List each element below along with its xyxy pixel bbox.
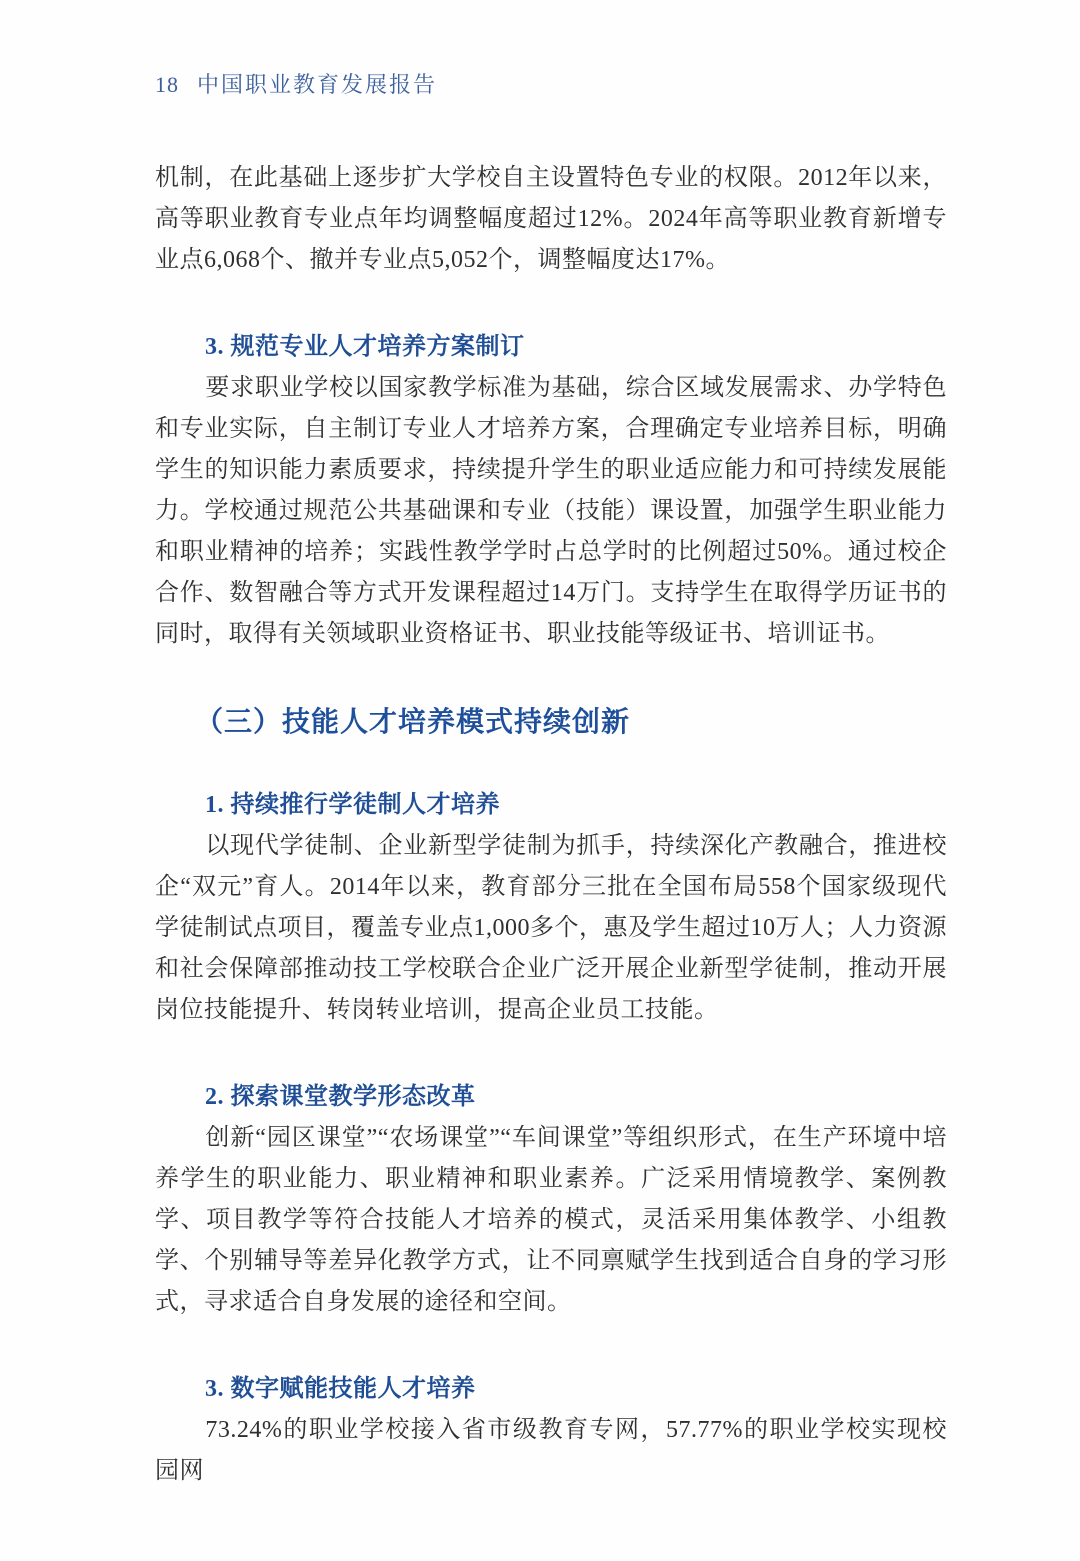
paragraph-apprenticeship: 以现代学徒制、企业新型学徒制为抓手，持续深化产教融合，推进校企“双元”育人。2014年以来，教育部分三批在全国布局558个国家级现代学徒制试点项目，覆盖专业点1,000多个，惠及学生超过10万人；人力资源和社会保障部推动技工学校联合企业广泛开展企业新型学徒制，推动开展岗位技能提升、转岗转业培训，提高企业员工技能。	[155, 833, 947, 1023]
subheading-apprenticeship: 1. 持续推行学徒制人才培养	[205, 792, 500, 818]
paragraph-classroom-reform: 创新“园区课堂”“农场课堂”“车间课堂”等组织形式，在生产环境中培养学生的职业能力、职业精神和职业素养。广泛采用情境教学、案例教学、项目教学等符合技能人才培养的模式，灵活采用集体教学、小组教学、个别辅导等差异化教学方式，让不同禀赋学生找到适合自身的学习形式，寻求适合自身发展的途径和空间。	[155, 1125, 947, 1315]
subheading-digital-empowerment: 3. 数字赋能技能人才培养	[205, 1376, 476, 1402]
subheading-classroom-reform: 2. 探索课堂教学形态改革	[205, 1084, 476, 1110]
page-number: 18	[155, 72, 179, 97]
running-title: 中国职业教育发展报告	[197, 72, 438, 97]
page-header	[155, 72, 947, 98]
paragraph-training-plan: 要求职业学校以国家教学标准为基础，综合区域发展需求、办学特色和专业实际，自主制订专业人才培养方案，合理确定专业培养目标，明确学生的知识能力素质要求，持续提升学生的职业适应能力和可持续发展能力。学校通过规范公共基础课和专业（技能）课设置，加强学生职业能力和职业精神的培养；实践性教学学时占总学时的比例超过50%。通过校企合作、数智融合等方式开发课程超过14万门。支持学生在取得学历证书的同时，取得有关领域职业资格证书、职业技能等级证书、培训证书。	[155, 375, 947, 647]
paragraph-major-adjustment: 机制，在此基础上逐步扩大学校自主设置特色专业的权限。2012年以来，高等职业教育专业点年均调整幅度超过12%。2024年高等职业教育新增专业点6,068个、撤并专业点5,052个，调整幅度达17%。	[155, 165, 947, 273]
paragraph-digital-empowerment: 73.24%的职业学校接入省市级教育专网，57.77%的职业学校实现校园网	[155, 1417, 947, 1484]
section-heading-talent-model: （三）技能人才培养模式持续创新	[195, 707, 631, 738]
subheading-training-plan: 3. 规范专业人才培养方案制订	[205, 334, 525, 360]
page-body	[155, 158, 947, 1492]
